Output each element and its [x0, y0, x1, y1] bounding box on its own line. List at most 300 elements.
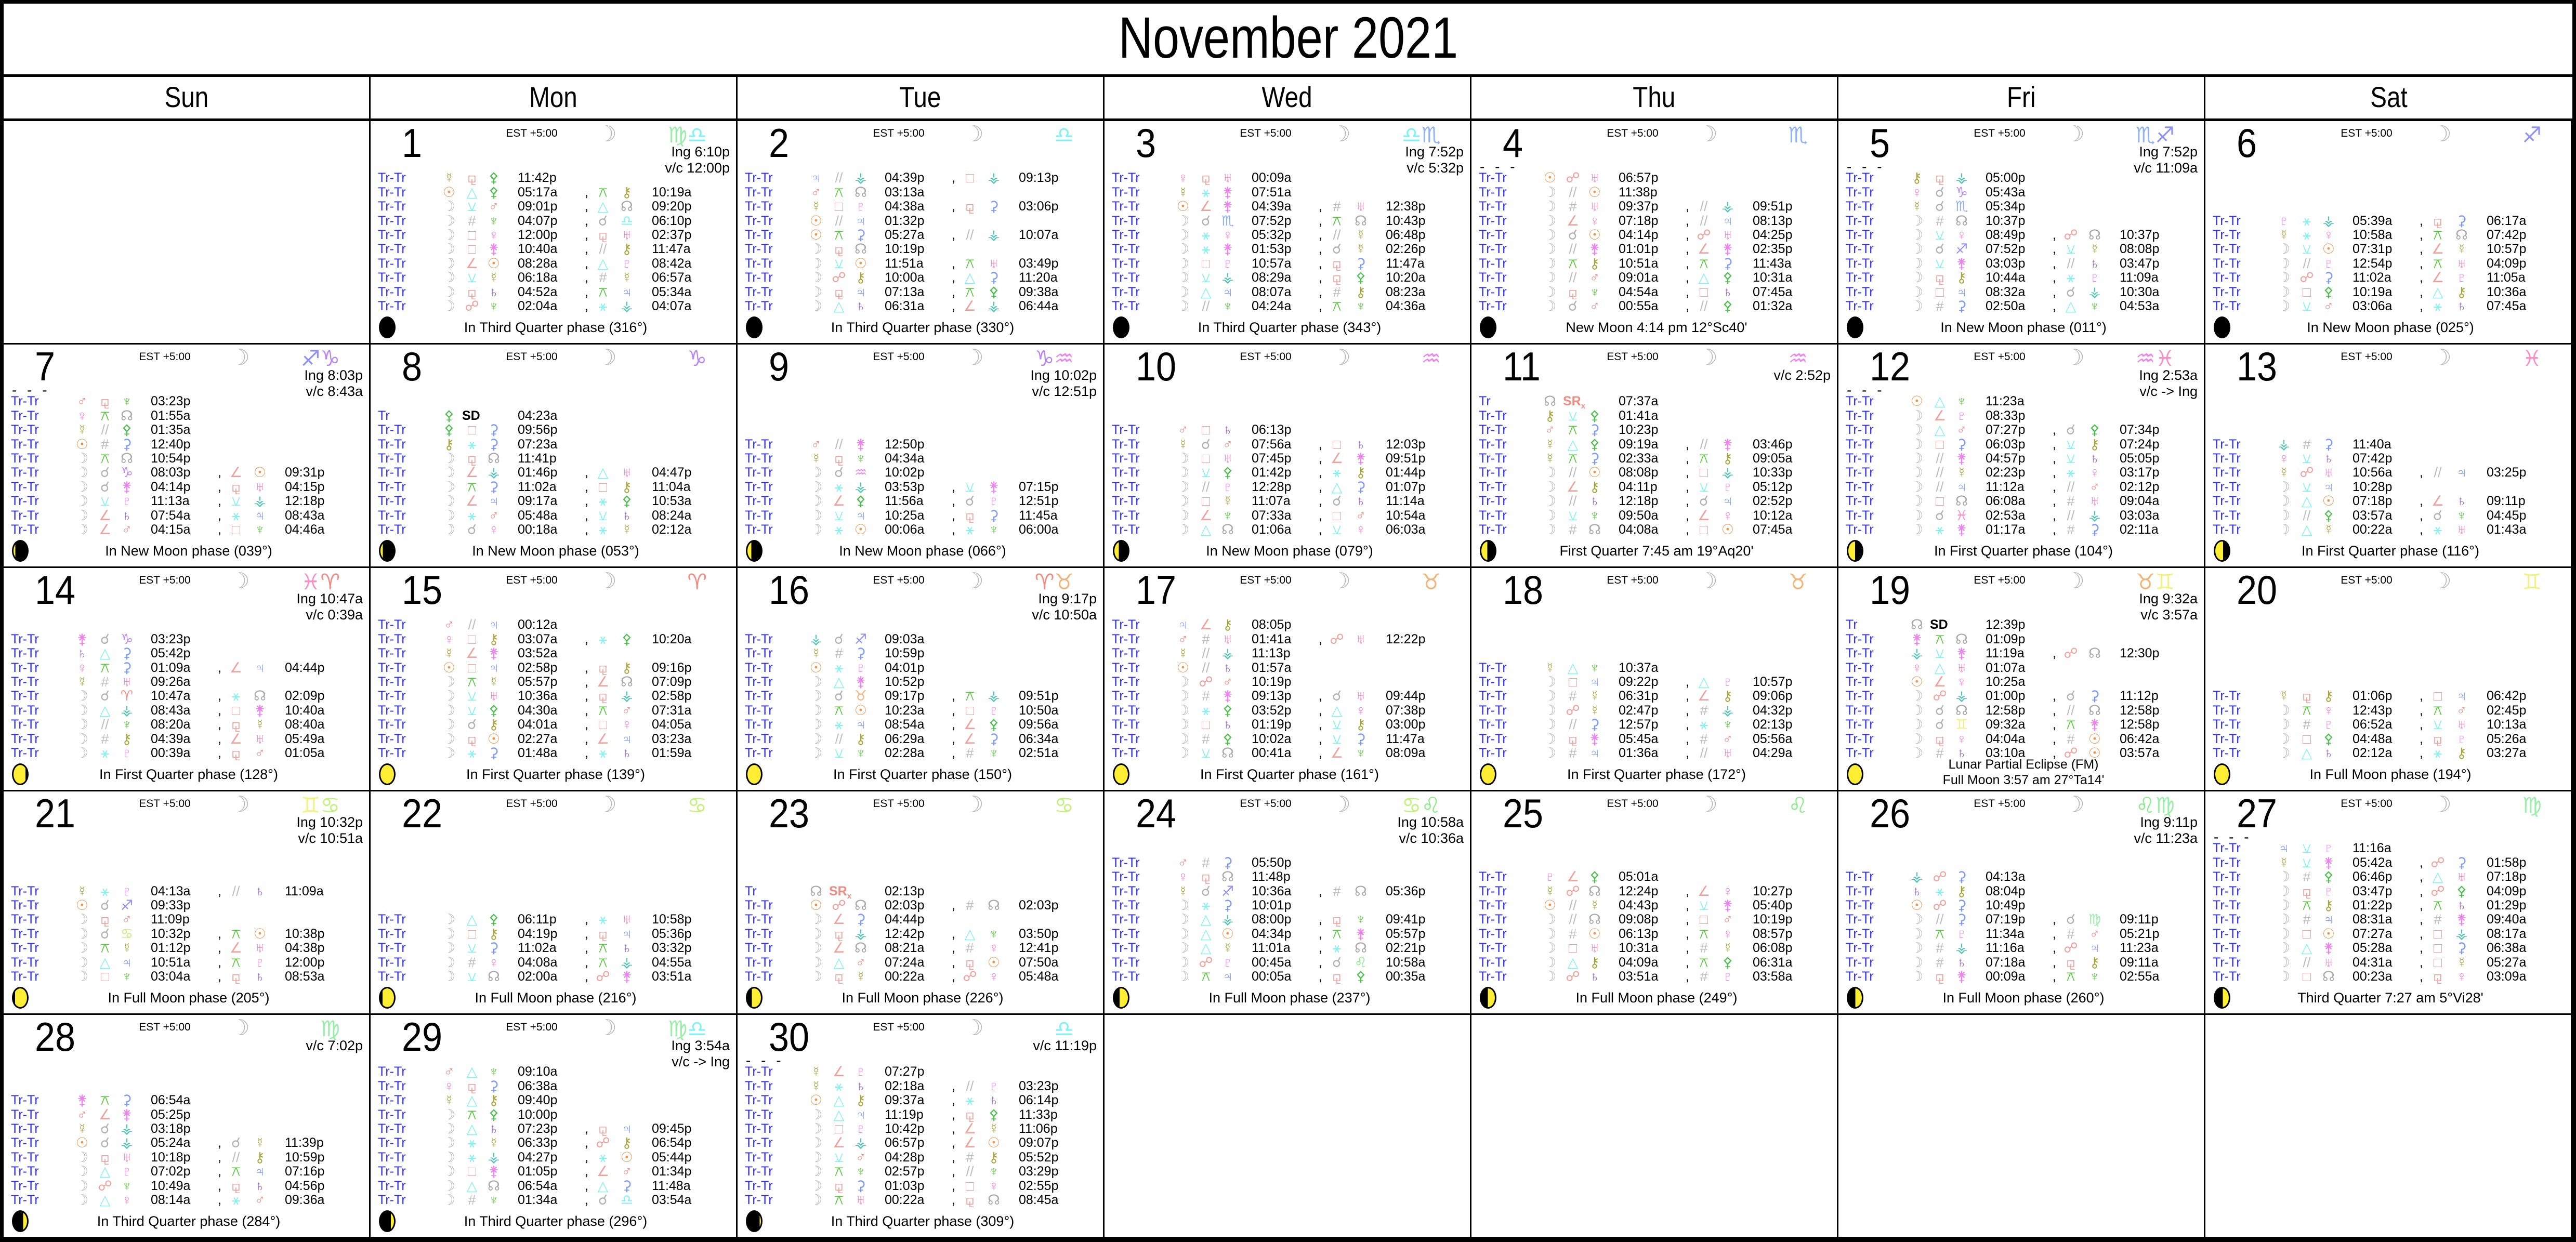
parallel-icon: // [1700, 213, 1708, 229]
moon-icon: ☽ [809, 1106, 823, 1122]
north-node-icon: ☊ [1355, 213, 1367, 229]
moon-icon: ☽ [809, 926, 823, 942]
day-cell-14 [4, 568, 371, 791]
transit-time: 04:13a [151, 883, 191, 899]
saturn-icon: ♄ [1355, 436, 1366, 452]
vesta-icon: ⚶ [621, 688, 633, 704]
moon-icon: ☽ [75, 731, 89, 747]
opposition-icon: ☍ [2064, 745, 2078, 761]
transit-row [2205, 717, 2572, 732]
jupiter-icon: ♃ [1222, 969, 1233, 984]
comma: , [1319, 969, 1322, 984]
vesta-icon: ⚶ [121, 1135, 133, 1151]
transit-time: 10:19p [1252, 675, 1292, 689]
moon-phase-icon [12, 1210, 29, 1232]
quincunx-icon: ⚻ [2433, 227, 2442, 243]
transit-label: Tr-Tr [378, 1178, 406, 1193]
pallas-icon: ⚴ [2323, 731, 2334, 747]
transit-time: 12:43p [2352, 703, 2393, 718]
transit-row [371, 941, 738, 955]
transit-label: Tr-Tr [1846, 508, 1874, 523]
transit-label: Tr-Tr [1112, 898, 1140, 913]
transit-time-2: 12:30p [2120, 646, 2160, 661]
transit-label: Tr-Tr [2213, 522, 2241, 537]
quincunx-icon: ⚻ [598, 954, 608, 970]
transit-time: 11:13a [151, 494, 190, 509]
moon-icon: ☽ [442, 702, 456, 718]
chiron-icon: ⚷ [622, 659, 632, 676]
transit-row [738, 717, 1105, 732]
comma: , [952, 898, 955, 913]
sextile-icon: ⚹ [231, 1192, 241, 1208]
moon-phase-icon [1113, 763, 1129, 785]
transit-time: 03:23p [151, 394, 191, 409]
parallel-icon: // [1569, 241, 1577, 257]
trine-icon: △ [1567, 954, 1579, 970]
ceres-icon: ⚳ [2089, 522, 2100, 537]
transit-row [1838, 185, 2205, 200]
comma: , [218, 1135, 221, 1151]
transit-time-2: 03:29p [1019, 1164, 1059, 1179]
contraparallel-icon: # [1333, 199, 1341, 215]
transit-label: Tr-Tr [1846, 422, 1874, 438]
trine-icon: △ [964, 926, 976, 942]
transit-time-2: 05:52p [1019, 1149, 1059, 1165]
transit-row [2205, 689, 2572, 703]
transit-label: Tr-Tr [745, 660, 773, 675]
transit-time: 07:18p [1619, 213, 1659, 228]
north-node-icon: ☊ [1955, 702, 1968, 718]
transit-time: 03:51a [1619, 969, 1659, 984]
transit-time: 10:52p [885, 675, 925, 689]
moon-icon: ☽ [442, 954, 456, 970]
comma: , [2053, 451, 2056, 466]
sun-icon: ☉ [809, 227, 823, 243]
pluto-icon: ♇ [121, 493, 133, 509]
comma: , [952, 689, 955, 704]
transit-time-2: 02:55a [2120, 969, 2160, 984]
quincunx-icon: ⚻ [834, 184, 844, 200]
transit-time: 08:49p [1986, 228, 2026, 242]
transit-time: 01:46p [518, 465, 558, 480]
transit-label: Tr-Tr [1112, 199, 1140, 214]
parallel-icon: // [835, 170, 843, 186]
semisquare-icon: ∠ [2431, 493, 2444, 509]
sextile-icon: ⚹ [1201, 241, 1211, 257]
contraparallel-icon: # [1333, 284, 1341, 300]
transit-time-2: 09:45p [652, 1121, 692, 1136]
semisquare-icon: ∠ [832, 940, 846, 956]
transit-time: 09:37p [1619, 199, 1659, 214]
jupiter-icon: ♃ [121, 954, 133, 970]
sextile-icon: ⚹ [467, 1135, 477, 1151]
uranus-icon: ♅ [1222, 631, 1233, 647]
moon-phase-icon [1847, 316, 1863, 338]
sun-icon: ☉ [854, 702, 868, 718]
transit-time: 04:39a [1252, 199, 1292, 214]
pallas-icon: ⚴ [122, 422, 132, 438]
mars-icon: ♂ [2089, 479, 2100, 495]
transit-time-2: 02:37p [652, 228, 692, 242]
jupiter-icon: ♃ [1589, 674, 1600, 690]
transit-time: 03:52p [1252, 703, 1292, 718]
sesquiquadrate-icon: ⚼ [467, 1078, 477, 1094]
transit-time: 02:33a [1619, 451, 1659, 466]
moon-icon: ☽ [1176, 270, 1190, 286]
semisextile-icon: ⚺ [2302, 854, 2311, 870]
moon-sign-icons [1421, 569, 1441, 594]
trine-icon: △ [2301, 493, 2312, 509]
juno-icon: ⚵ [1223, 199, 1233, 215]
chiron-icon: ⚷ [2456, 284, 2467, 300]
moon-icon: ☽ [1543, 702, 1557, 718]
transit-time: 10:49p [1986, 898, 2026, 913]
transit-time-2: 06:48p [1386, 228, 1426, 242]
juno-icon: ⚵ [489, 645, 499, 662]
transit-row [738, 675, 1105, 689]
transit-label: Tr-Tr [1479, 883, 1507, 899]
moon-icon: ☽ [2277, 522, 2291, 537]
transit-time-2: 10:50a [1019, 703, 1059, 718]
semisextile-icon: ⚺ [2302, 451, 2311, 466]
juno-icon: ⚵ [2089, 717, 2100, 733]
transit-time: 04:23a [518, 408, 558, 423]
venus-icon: ♀ [1589, 213, 1600, 229]
moon-icon: ☽ [2277, 241, 2291, 257]
comma: , [2420, 869, 2423, 884]
transit-time: 01:57a [1252, 660, 1292, 675]
moon-icon: ☽ [809, 507, 823, 523]
square-icon: □ [2302, 731, 2311, 747]
transit-time: 12:42p [885, 926, 925, 941]
neptune-icon: ♆ [988, 522, 1000, 537]
neptune-icon: ♆ [1956, 393, 1967, 409]
station-label: SD [462, 408, 480, 423]
transit-row [371, 646, 738, 660]
transit-label: Tr-Tr [745, 912, 773, 927]
transit-time: 02:18a [885, 1078, 925, 1093]
transit-label: Tr-Tr [1846, 199, 1874, 214]
transit-row [1471, 898, 1838, 913]
transit-label: Tr-Tr [1112, 969, 1140, 984]
transit-label: Tr-Tr [1112, 437, 1140, 452]
conjunction-icon: ☌ [1935, 184, 1945, 200]
jupiter-icon: ♃ [2456, 465, 2467, 481]
transit-row [738, 1179, 1105, 1193]
contraparallel-icon: # [1202, 731, 1210, 747]
neptune-icon: ♆ [1589, 284, 1600, 300]
transit-label: Tr-Tr [1479, 184, 1507, 200]
sun-icon: ☉ [987, 954, 1001, 970]
chiron-icon: ⚷ [622, 1135, 632, 1151]
moon-icon: ☽ [809, 745, 823, 761]
transit-time: 03:13a [885, 184, 925, 200]
transit-row [371, 199, 738, 214]
comma: , [2053, 522, 2056, 537]
moon-icon: ☽ [809, 731, 823, 747]
sun-icon: ☉ [854, 255, 868, 271]
transit-time: 01:03p [885, 1178, 925, 1193]
transit-label: Tr-Tr [11, 465, 39, 480]
transit-label: Tr-Tr [1846, 646, 1874, 661]
phase-text: In New Moon phase (079°) [1206, 543, 1373, 559]
sagittarius-icon: ♐ [854, 631, 868, 647]
moon-icon: ☽ [75, 745, 89, 761]
pallas-icon: ⚴ [2323, 284, 2334, 300]
semisquare-icon: ∠ [963, 1135, 977, 1151]
comma: , [1686, 883, 1689, 899]
transit-label: Tr-Tr [2213, 855, 2241, 870]
square-icon: □ [1699, 522, 1708, 537]
north-node-icon: ☊ [988, 1192, 1000, 1208]
jupiter-icon: ♃ [254, 1164, 266, 1180]
moon-crescent-icon: ☽ [597, 345, 617, 369]
scorpio-icon: ♏ [1955, 199, 1968, 215]
transit-time: 08:54a [885, 717, 925, 732]
square-icon: □ [467, 926, 477, 942]
transit-time: 04:27p [518, 1149, 558, 1165]
moon-icon: ☽ [2277, 940, 2291, 956]
comma: , [218, 1149, 221, 1165]
comma: , [1686, 941, 1689, 956]
comma: , [1319, 299, 1322, 313]
north-node-icon: ☊ [988, 897, 1000, 913]
transit-label: Tr-Tr [378, 689, 406, 704]
neptune-icon: ♆ [988, 1164, 1000, 1180]
comma: , [585, 522, 588, 537]
title-row [4, 4, 2572, 77]
ceres-icon: ⚳ [122, 436, 132, 452]
pluto-icon: ♇ [855, 659, 866, 676]
moon-icon: ☽ [1176, 213, 1190, 229]
moon-icon: ☽ [809, 1164, 823, 1180]
transit-time-2: 12:51p [1019, 494, 1059, 509]
transit-time: 11:13p [1252, 646, 1291, 661]
transit-row [1838, 646, 2205, 660]
transit-time-2: 10:13a [2487, 717, 2527, 732]
comma: , [2420, 242, 2423, 257]
mercury-icon: ☿ [2456, 954, 2467, 970]
transit-time-2: 04:15p [285, 479, 325, 494]
timezone-label: EST +5:00 [1974, 574, 2026, 586]
transit-time: 04:34a [885, 451, 925, 466]
moon-icon: ☽ [1910, 241, 1924, 257]
transit-row [1105, 256, 1471, 271]
transit-time: 09:08p [1619, 912, 1659, 927]
transit-time-2: 08:24a [652, 508, 692, 523]
comma: , [585, 912, 588, 927]
moon-icon: ☽ [1543, 717, 1557, 733]
aquarius-icon: ♒ [854, 465, 868, 481]
chiron-icon: ⚷ [1589, 479, 1600, 495]
chiron-icon: ⚷ [1356, 465, 1366, 481]
transit-time-2: 02:12a [652, 522, 692, 537]
transit-time-2: 03:23p [1019, 1078, 1059, 1093]
transit-label: Tr-Tr [1846, 955, 1874, 970]
quincunx-icon: ⚻ [965, 688, 975, 704]
transit-row [1105, 285, 1471, 299]
transit-time: 06:31a [885, 299, 925, 313]
transit-row [1105, 703, 1471, 718]
ceres-icon: ⚳ [989, 270, 999, 286]
venus-icon: ♀ [988, 940, 1000, 956]
mars-icon: ♂ [76, 393, 88, 409]
transit-label: Tr-Tr [745, 1107, 773, 1122]
transit-time: 04:39p [885, 170, 925, 186]
sesquiquadrate-icon: ⚼ [1568, 731, 1578, 747]
transit-row [2205, 746, 2572, 760]
transit-time: 08:31a [2352, 912, 2393, 927]
transit-row [1471, 228, 1838, 242]
moon-icon: ☽ [1543, 522, 1557, 537]
trine-icon: △ [99, 645, 111, 662]
ceres-icon: ⚳ [1956, 897, 1967, 913]
sesquiquadrate-icon: ⚼ [965, 1106, 975, 1122]
transit-row [371, 717, 738, 732]
transit-time: 02:23p [1986, 465, 2026, 480]
quincunx-icon: ⚻ [2066, 717, 2075, 733]
sun-icon: ☉ [1588, 184, 1601, 200]
transit-time-2: 12:00p [285, 955, 325, 970]
transit-time: 08:43a [151, 703, 191, 718]
transit-label: Tr-Tr [378, 731, 406, 746]
moon-icon: ☽ [2277, 869, 2291, 885]
moon-phase-icon [746, 763, 763, 785]
uranus-icon: ♅ [121, 674, 133, 690]
transit-label: Tr-Tr [378, 465, 406, 480]
transit-time-2: 05:57p [1386, 926, 1426, 941]
mars-icon: ♂ [1722, 911, 1733, 928]
pluto-icon: ♇ [2089, 270, 2100, 286]
phase-text: In First Quarter phase (116°) [2302, 543, 2479, 559]
mercury-icon: ☿ [2278, 854, 2290, 870]
transit-label: Tr-Tr [1479, 969, 1507, 984]
transit-time: 02:00a [518, 969, 558, 984]
transit-time: 07:52p [1986, 242, 2026, 257]
ingress-voc-times: v/c 7:02p [306, 1038, 363, 1053]
transit-label: Tr-Tr [745, 703, 773, 718]
sagittarius-icon: ♐ [2155, 123, 2175, 147]
comma: , [1319, 703, 1322, 718]
transit-row [371, 285, 738, 299]
transit-time: 04:39a [151, 731, 191, 746]
comma: , [2420, 465, 2423, 480]
transit-time-2: 09:11p [2487, 494, 2526, 509]
quincunx-icon: ⚻ [2302, 897, 2311, 913]
sesquiquadrate-icon: ⚼ [231, 969, 241, 984]
day-cell-12 [1838, 345, 2205, 568]
transit-time: 01:06p [2352, 689, 2393, 704]
station-label: SD [1930, 617, 1948, 632]
transit-time-2: 06:54p [652, 1135, 692, 1151]
transit-row [371, 1150, 738, 1165]
transit-time-2: 06:42p [2487, 689, 2527, 704]
weekday-mon [371, 77, 738, 118]
saturn-icon: ♄ [1956, 954, 1967, 970]
phase-text: In Third Quarter phase (343°) [1198, 320, 1382, 335]
transit-label: Tr-Tr [2213, 898, 2241, 913]
transit-time-2: 10:19p [1753, 912, 1793, 927]
moon-icon: ☽ [442, 507, 456, 523]
pluto-icon: ♇ [1722, 674, 1733, 690]
transit-time: 10:59p [885, 646, 925, 661]
square-icon: □ [467, 631, 477, 647]
conjunction-icon: ☌ [100, 479, 110, 495]
virgo-icon: ♍ [2088, 911, 2101, 928]
chiron-icon: ⚷ [489, 1092, 499, 1108]
transit-time: 08:21a [885, 941, 925, 956]
semisextile-icon: ⚺ [1935, 227, 1944, 243]
saturn-icon: ♄ [488, 284, 500, 300]
transit-time: 04:54a [1619, 284, 1659, 299]
transit-time-2: 11:12p [2120, 689, 2159, 704]
square-icon: □ [965, 170, 975, 186]
vesta-icon: ⚶ [855, 1135, 867, 1151]
transit-time-2: 11:05a [2487, 270, 2526, 285]
venus-icon: ♀ [488, 227, 500, 243]
transit-time-2: 04:55a [652, 955, 692, 970]
moon-icon: ☽ [809, 298, 823, 314]
transit-time: 11:48p [1252, 869, 1291, 884]
transit-time: 07:18p [2352, 494, 2393, 509]
transit-time: 08:07a [1252, 284, 1292, 299]
transit-row [1838, 732, 2205, 746]
transit-time: 09:01a [1619, 270, 1659, 285]
transit-row [2205, 732, 2572, 746]
chiron-icon: ⚷ [622, 479, 632, 495]
transit-time-2: 06:34a [1019, 731, 1059, 746]
transit-label: Tr-Tr [11, 1193, 39, 1207]
transit-row [1471, 746, 1838, 760]
semisquare-icon: ∠ [229, 731, 243, 747]
comma: , [952, 1093, 955, 1108]
moon-icon: ☽ [2277, 926, 2291, 942]
transit-label: Tr-Tr [378, 1078, 406, 1093]
moon-icon: ☽ [1910, 436, 1924, 452]
transit-row [738, 1150, 1105, 1165]
north-node-icon: ☊ [810, 883, 822, 899]
transit-row [1471, 170, 1838, 185]
transit-label: Tr-Tr [2213, 941, 2241, 956]
transit-row [1471, 256, 1838, 271]
libra-icon: ♎ [620, 213, 634, 229]
transit-row [1471, 508, 1838, 523]
transit-label: Tr-Tr [2213, 955, 2241, 970]
transit-time: 05:42a [2352, 855, 2393, 870]
pluto-icon: ♇ [2323, 255, 2334, 271]
moon-icon: ☽ [442, 465, 456, 481]
sextile-icon: ⚹ [1201, 897, 1211, 913]
trine-icon: △ [99, 1164, 111, 1180]
parallel-icon: // [1700, 298, 1708, 314]
uranus-icon: ♅ [254, 479, 266, 495]
pluto-icon: ♇ [1956, 926, 1967, 942]
transit-row [1838, 884, 2205, 899]
timezone-label: EST +5:00 [2341, 351, 2393, 363]
chiron-icon: ⚷ [2323, 688, 2334, 704]
moon-icon: ☽ [442, 213, 456, 229]
sun-icon: ☉ [854, 522, 868, 537]
transit-time-2: 09:40a [2487, 912, 2527, 927]
moon-icon: ☽ [2277, 969, 2291, 984]
transit-time: 10:23a [885, 703, 925, 718]
juno-icon: ⚵ [856, 436, 866, 452]
comma: , [2420, 270, 2423, 285]
transit-row [1105, 228, 1471, 242]
timezone-label: EST +5:00 [1240, 574, 1292, 586]
transit-row [4, 1093, 371, 1107]
venus-icon: ♀ [2278, 451, 2290, 466]
